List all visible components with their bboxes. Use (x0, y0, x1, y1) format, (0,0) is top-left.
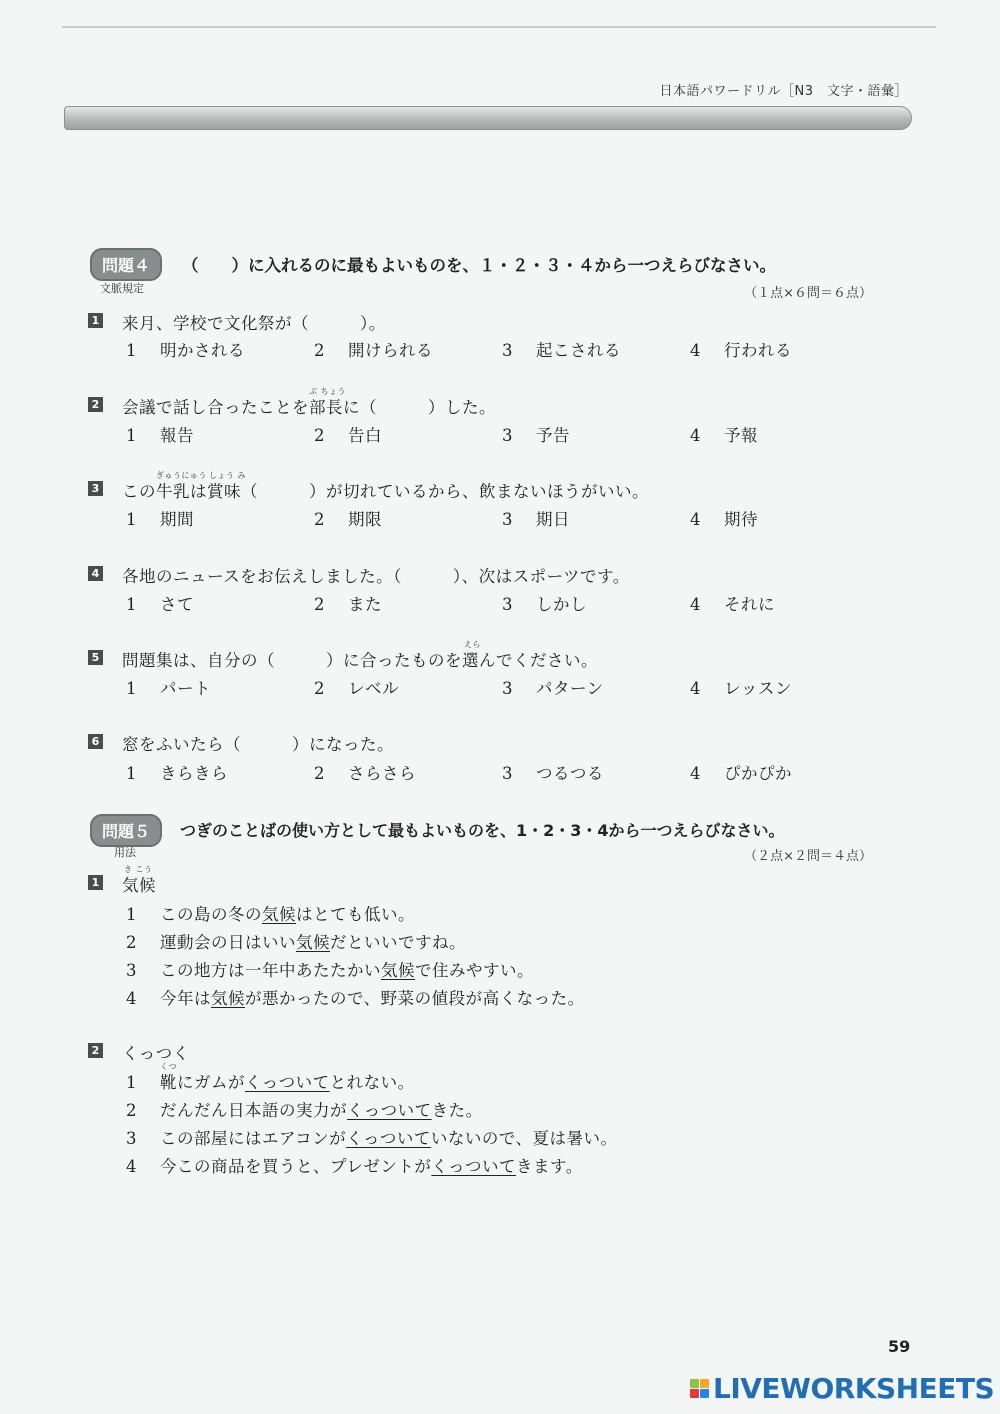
target-word: き こう 気候 (122, 865, 156, 895)
section4-subtitle: 文脈規定 (100, 282, 144, 295)
question-number: 6 (88, 734, 103, 749)
option-3[interactable]: 3 予告 (502, 426, 570, 445)
option-4[interactable]: 4 期待 (690, 510, 758, 529)
option-1[interactable]: 1 さて (126, 595, 194, 614)
section5-badge: 問題５ (90, 814, 162, 847)
question-number: 4 (88, 566, 103, 581)
option-3[interactable]: 3 期日 (502, 510, 570, 529)
book-title: 日本語パワードリル［N3 文字・語彙］ (659, 84, 908, 99)
section5-header (90, 814, 162, 847)
option-1[interactable]: 1 明かされる (126, 341, 245, 360)
section5-instruction: つぎのことばの使い方として最もよいものを、1・2・3・4から一つえらびなさい。 (180, 821, 785, 840)
section5-subtitle: 用法 (114, 846, 136, 859)
option-2[interactable]: 2 さらさら (314, 764, 416, 783)
option-4[interactable]: 4 ぴかぴか (690, 764, 792, 783)
usage-option[interactable]: 1 くつ 靴にガムがくっついてとれない。 (126, 1062, 415, 1092)
option-4[interactable]: 4 それに (690, 595, 775, 614)
option-3[interactable]: 3 つるつる (502, 764, 604, 783)
option-4[interactable]: 4 予報 (690, 426, 758, 445)
section4-instruction: （ ）に入れるのに最もよいものを、１・２・３・４から一つえらびなさい。 (182, 256, 776, 275)
question-number: 2 (88, 397, 103, 412)
usage-option[interactable]: 3 この部屋にはエアコンがくっついていないので、夏は暑い。 (126, 1129, 618, 1148)
option-4[interactable]: 4 レッスン (690, 679, 792, 698)
option-3[interactable]: 3 パターン (502, 679, 604, 698)
target-word: くっつく (122, 1044, 190, 1063)
section4-score: （１点×６問＝６点） (744, 286, 872, 301)
usage-option[interactable]: 2 だんだん日本語の実力がくっついてきた。 (126, 1101, 483, 1120)
usage-option[interactable]: 4 今年は気候が悪かったので、野菜の値段が高くなった。 (126, 989, 585, 1008)
question-number: 2 (88, 1043, 103, 1058)
page-number: 59 (888, 1337, 911, 1356)
option-2[interactable]: 2 レベル (314, 679, 399, 698)
question-text: 来月、学校で文化祭が（ ）。 (122, 314, 386, 333)
option-4[interactable]: 4 行われる (690, 341, 792, 360)
question-text: 問題集は、自分の（ ）に合ったものを えら 選んでください。 (122, 640, 598, 670)
usage-option[interactable]: 3 この地方は一年中あたたかい気候で住みやすい。 (126, 961, 534, 980)
brand-name: LIVEWORKSHEETS (713, 1372, 995, 1405)
option-2[interactable]: 2 告白 (314, 426, 382, 445)
option-1[interactable]: 1 パート (126, 679, 211, 698)
question-text: 各地のニュースをお伝えしました。（ ）、次はスポーツです。 (122, 567, 630, 586)
question-number: 5 (88, 650, 103, 665)
ruby-word: ぎゅうにゅう 牛乳 (156, 471, 207, 501)
ruby-word: ぶ ちょう 部長 (309, 387, 347, 417)
liveworksheets-icon (690, 1379, 709, 1398)
option-1[interactable]: 1 期間 (126, 510, 194, 529)
question-text: 窓をふいたら（ ）になった。 (122, 735, 394, 754)
header-bar (64, 106, 912, 130)
option-1[interactable]: 1 きらきら (126, 764, 228, 783)
scan-top-edge (62, 26, 936, 28)
section4-badge: 問題４ (90, 248, 162, 281)
option-2[interactable]: 2 また (314, 595, 382, 614)
section4-header (90, 248, 162, 281)
option-2[interactable]: 2 開けられる (314, 341, 433, 360)
option-1[interactable]: 1 報告 (126, 426, 194, 445)
usage-option[interactable]: 2 運動会の日はいい気候だといいですね。 (126, 933, 466, 952)
question-number: 1 (88, 313, 103, 328)
option-2[interactable]: 2 期限 (314, 510, 382, 529)
section5-score: （２点×２問＝４点） (744, 849, 872, 864)
question-number: 3 (88, 481, 103, 496)
usage-option[interactable]: 1 この島の冬の気候はとても低い。 (126, 905, 415, 924)
option-3[interactable]: 3 起こされる (502, 341, 621, 360)
usage-option[interactable]: 4 今この商品を買うと、プレゼントがくっついてきます。 (126, 1157, 583, 1176)
question-text: 会議で話し合ったことを ぶ ちょう 部長に（ ）した。 (122, 387, 496, 417)
ruby-word: えら 選 (462, 640, 481, 670)
option-3[interactable]: 3 しかし (502, 595, 587, 614)
question-text: この ぎゅうにゅう 牛乳は しょう み 賞味（ ）が切れているから、飲まないほうがいい。 (122, 471, 649, 501)
question-number: 1 (88, 875, 103, 890)
liveworksheets-logo[interactable] (690, 1372, 994, 1405)
ruby-word: しょう み 賞味 (207, 471, 247, 501)
